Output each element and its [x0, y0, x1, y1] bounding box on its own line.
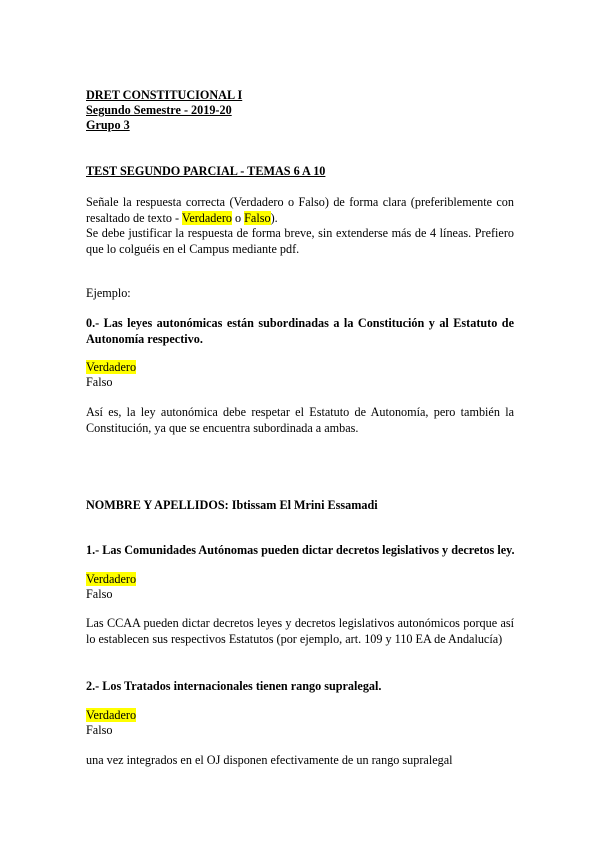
question-1-option-true [86, 572, 136, 588]
question-2-answer: una vez integrados en el OJ disponen efectivamente de un rango supralegal [86, 753, 453, 767]
question-1-option-false: Falso [86, 587, 113, 601]
instructions-paragraph-1 [86, 195, 514, 226]
question-2-option-true [86, 708, 136, 724]
example-justification: Así es, la ley autonómica debe respetar el Estatuto de Autonomía, pero también la Constitución, ya que se encuentra subordinada a ambas. [86, 405, 514, 435]
example-true-highlight: Verdadero [86, 360, 137, 374]
semester-line: Segundo Semestre - 2019-20 [86, 103, 232, 117]
student-name: NOMBRE Y APELLIDOS: Ibtissam El Mrini Essamadi [86, 498, 378, 512]
instructions-text: Señale la respuesta correcta (Verdadero o Falso) de forma clara (preferiblemente con resaltado de texto - [86, 195, 514, 225]
instructions-paragraph-2: Se debe justificar la respuesta de forma breve, sin extenderse más de 4 líneas. Prefiero que lo colguéis en el Campus mediante pdf. [86, 226, 514, 256]
q1-true-highlight: Verdadero [86, 572, 137, 586]
group-line: Grupo 3 [86, 118, 130, 132]
q2-true-highlight: Verdadero [86, 708, 137, 722]
question-2-option-false: Falso [86, 723, 113, 737]
question-1-answer: Las CCAA pueden dictar decretos leyes y decretos legislativos autonómicos porque así lo establecen sus respectivos Estatutos (por ejemplo, art. 109 y 110 EA de Andalucía) [86, 616, 514, 646]
example-question: 0.- Las leyes autonómicas están subordinadas a la Constitución y al Estatuto de Autonomía respectivo. [86, 316, 514, 346]
instructions-or: o [231, 210, 245, 225]
highlight-falso: Falso [244, 210, 271, 225]
question-1: 1.- Las Comunidades Autónomas pueden dictar decretos legislativos y decretos ley. [86, 543, 515, 557]
example-option-false: Falso [86, 375, 113, 389]
course-title: DRET CONSTITUCIONAL I [86, 88, 243, 102]
instructions-end: ). [270, 210, 278, 225]
example-option-true [86, 360, 136, 376]
test-title: TEST SEGUNDO PARCIAL - TEMAS 6 A 10 [86, 164, 326, 178]
example-label: Ejemplo: [86, 286, 131, 300]
question-2: 2.- Los Tratados internacionales tienen rango supralegal. [86, 679, 382, 693]
highlight-verdadero: Verdadero [181, 210, 232, 225]
